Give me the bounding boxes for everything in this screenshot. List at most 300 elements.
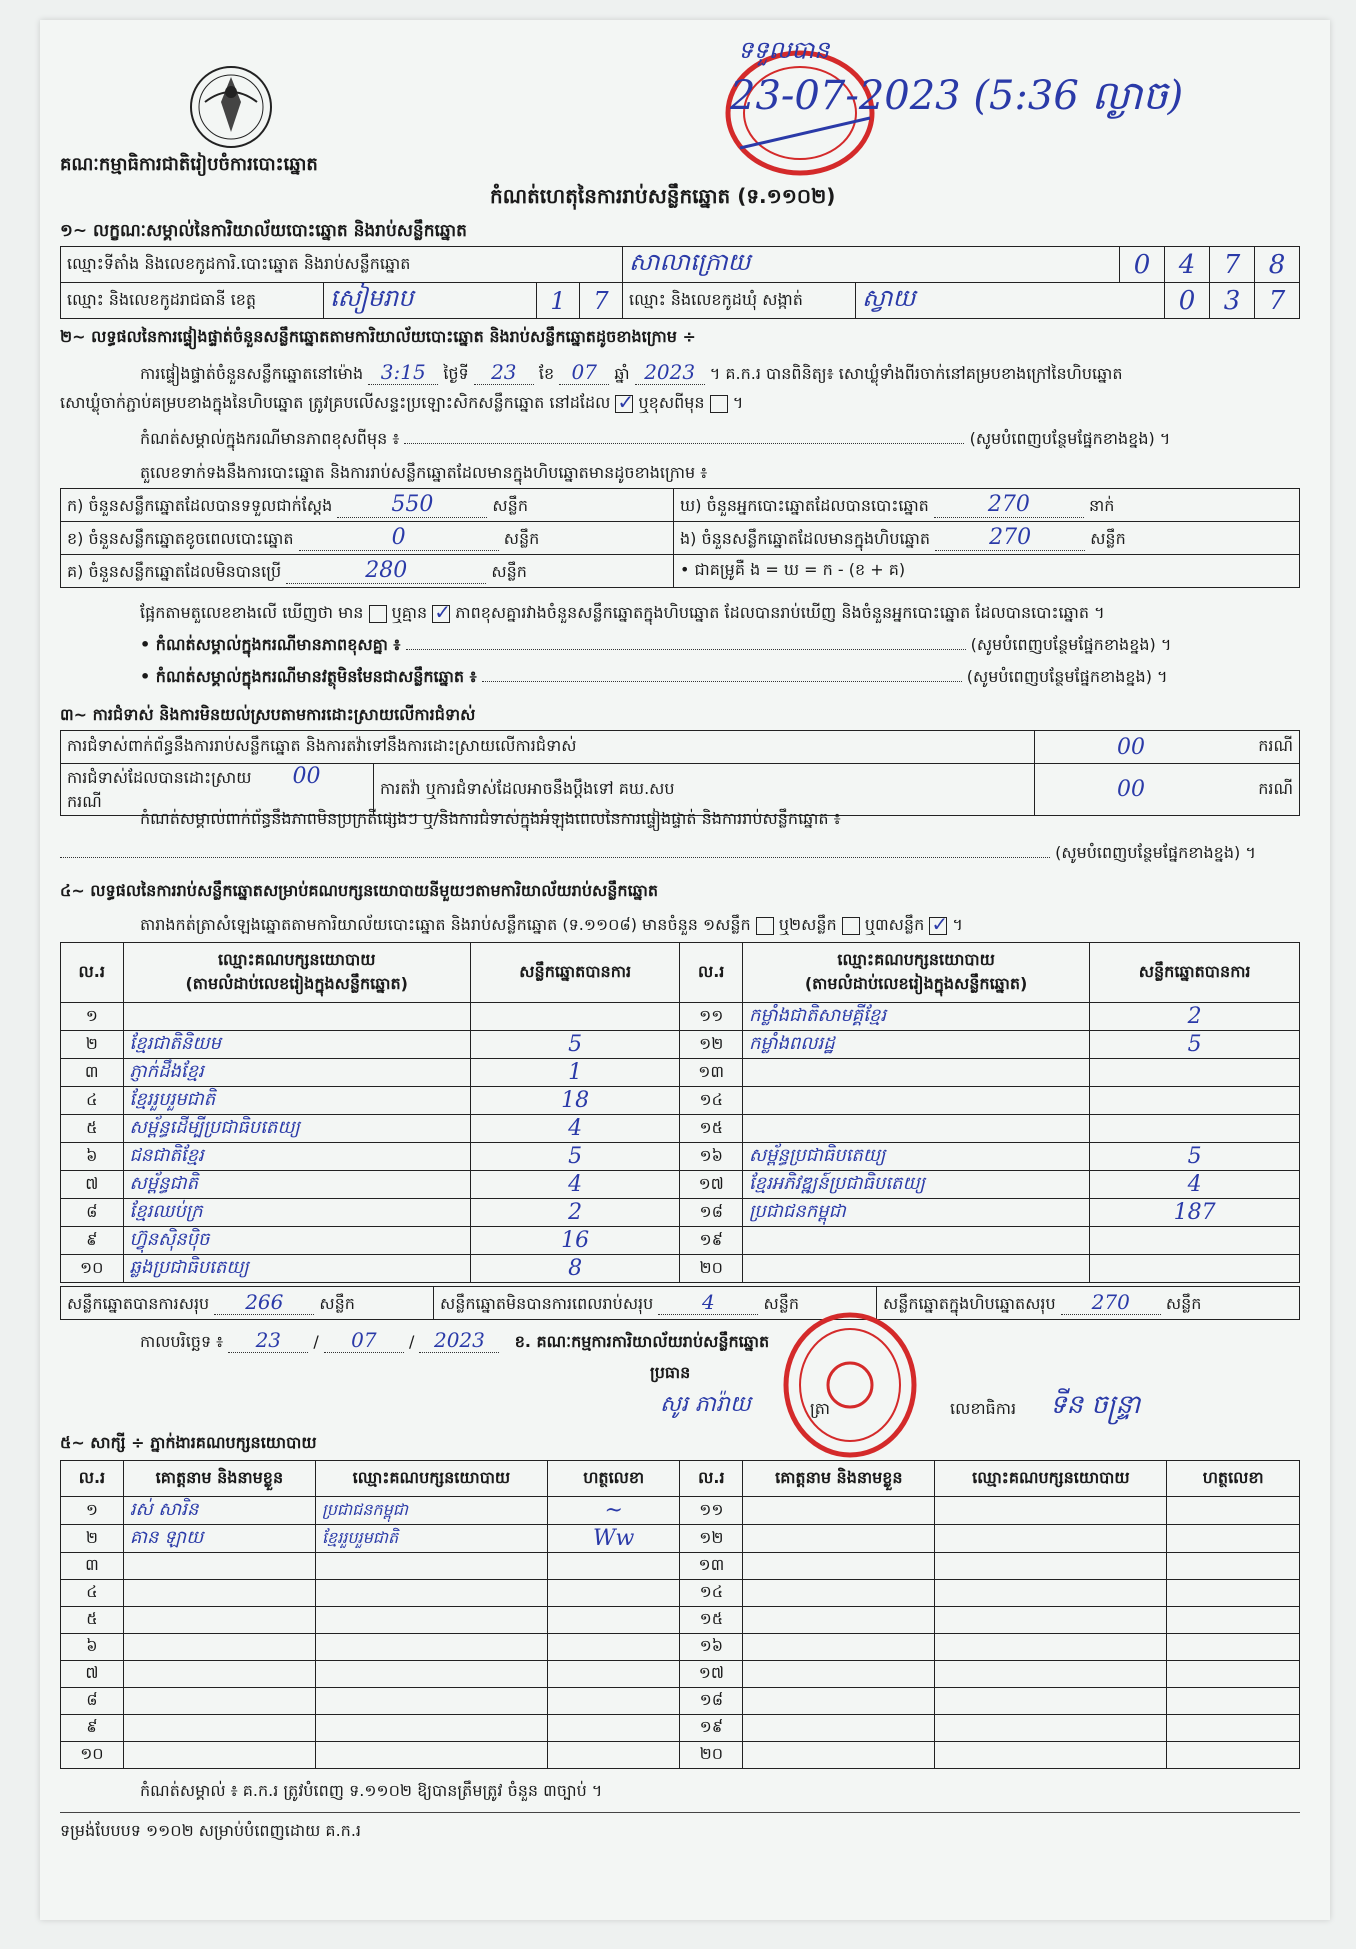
figure-label: ឃ) ចំនួនអ្នកបោះឆ្នោតដែលបានបោះឆ្នោត: [680, 495, 929, 515]
figure-label: គ) ចំនួនសន្លឹកឆ្នោតដែលមិនបានប្រើ: [67, 561, 282, 581]
fill-more-text: (សូមបំពេញបន្ថែមផ្នែកខាងខ្នង) ។: [970, 635, 1172, 654]
secretary-signature: ទីន ចន្ទ្រា: [1050, 1390, 1141, 1420]
seal-line: សោឃ្លុំចាក់ភ្ជាប់គម្របខាងក្នុងនៃហិបឆ្នោត ត្រូវគ្របលើសន្ទះប្រឡោះសិកសន្លឹកឆ្នោត នៅដដែល ✓ ឬខុសពីមុន ។: [60, 392, 743, 416]
complaint-label: ការជំទាស់ពាក់ព័ន្ធនឹងការរាប់សន្លឹកឆ្នោត និងការតវ៉ាទៅនឹងការដោះស្រាយលើការជំទាស់: [61, 731, 1035, 764]
received-datetime: 23-07-2023 (5:36 ល្ងាច): [730, 73, 1184, 119]
complaint-unit: ករណី: [1227, 731, 1300, 764]
witness-name: [743, 1607, 935, 1634]
witness-party: [315, 1742, 547, 1769]
commune-code-digit: 7: [1255, 283, 1300, 319]
different-checkbox[interactable]: [710, 395, 728, 413]
witness-signature: [547, 1607, 680, 1634]
witness-no-header: ល.រ: [61, 1461, 124, 1497]
witness-signature: [547, 1688, 680, 1715]
resolved-label: ការជំទាស់ដែលបានដោះស្រាយ: [67, 768, 252, 787]
date-year: 2023: [419, 1328, 499, 1353]
row-no: ១៩: [680, 1227, 743, 1255]
footer-text: ទម្រង់បែបបទ ១១០២ សម្រាប់បំពេញដោយ គ.ក.រ: [60, 1821, 361, 1840]
discrepancy-line: [140, 602, 1105, 626]
figure-unit: សន្លឹក: [503, 528, 540, 548]
verify-month: 07: [559, 360, 609, 385]
witness-name: [743, 1580, 935, 1607]
figure-value: 280: [286, 558, 486, 584]
party-name: ជនជាតិខ្មែរ: [123, 1143, 470, 1171]
station-code-digit: 8: [1255, 247, 1300, 283]
total-invalid-label: សន្លឹកឆ្នោតមិនបានការពេលរាប់សរុប: [440, 1293, 654, 1313]
witness-name: [743, 1553, 935, 1580]
change-note-line: [140, 428, 1170, 452]
vote-count: 4: [1090, 1171, 1300, 1199]
col-party-header: [123, 943, 470, 1003]
province-label: ឈ្មោះ និងលេខកូដរាជធានី ខេត្ត: [61, 283, 324, 319]
total-unit: សន្លឹក: [763, 1293, 800, 1313]
figure-label: ខ) ចំនួនសន្លឹកឆ្នោតខូចពេលបោះឆ្នោត: [67, 528, 294, 548]
row-no: ១: [61, 1003, 124, 1031]
witness-signature: [547, 1553, 680, 1580]
witness-signature: [547, 1742, 680, 1769]
date-month: 07: [324, 1328, 404, 1353]
results-row: [61, 1059, 1300, 1087]
vote-count: 2: [470, 1199, 680, 1227]
witness-party: [315, 1607, 547, 1634]
stamp-received-label: ទទួលបាន: [738, 36, 830, 64]
row-no: ១៥: [680, 1607, 743, 1634]
vote-count: 16: [470, 1227, 680, 1255]
footer-divider: [60, 1812, 1300, 1813]
station-value: សាលាក្រោយ: [623, 247, 1120, 283]
row-no: ១២: [680, 1525, 743, 1553]
row-no: ២: [61, 1031, 124, 1059]
witness-signature: [1167, 1715, 1300, 1742]
total-unit: សន្លឹក: [319, 1293, 355, 1313]
vote-count: 5: [470, 1143, 680, 1171]
party-name: កម្លាំងជាតិសាមគ្គីខ្មែរ: [742, 1003, 1089, 1031]
date-day: 23: [228, 1328, 308, 1353]
change-note-label: កំណត់សម្គាល់ក្នុងករណីមានភាពខុសពីមុន ៖: [140, 429, 400, 448]
station-code-digit: 0: [1120, 247, 1165, 283]
witness-sign-header: ហត្ថលេខា: [547, 1461, 680, 1497]
witness-party: [935, 1742, 1167, 1769]
row-no: ១០: [61, 1255, 124, 1283]
fill-more-text: (សូមបំពេញបន្ថែមផ្នែកខាងខ្នង) ។: [966, 667, 1168, 686]
party-name: [742, 1227, 1089, 1255]
suspect-note-line: [140, 666, 1168, 690]
witness-sign-header: ហត្ថលេខា: [1167, 1461, 1300, 1497]
total-valid-value: 266: [214, 1290, 314, 1315]
verify-text: ការផ្ទៀងផ្ទាត់ចំនួនសន្លឹកឆ្នោតនៅម៉ោង: [140, 364, 364, 383]
witness-name: [743, 1661, 935, 1688]
witness-signature: ~: [547, 1497, 680, 1525]
vote-count: 5: [1090, 1143, 1300, 1171]
row-no: ១៧: [680, 1661, 743, 1688]
witness-name: [743, 1688, 935, 1715]
row-no: ២០: [680, 1255, 743, 1283]
form-title: កំណត់ហេតុនៃការរាប់សន្លឹកឆ្នោត (ទ.១១០២): [490, 184, 836, 208]
total-valid-label: សន្លឹកឆ្នោតបានការសរុប: [67, 1293, 210, 1313]
appeal-label: ការតវ៉ា ឬការជំទាស់ដែលអាចនឹងប្តឹងទៅ គឃ.សប: [374, 764, 1035, 816]
witness-signature: [1167, 1742, 1300, 1769]
row-no: ៥: [61, 1115, 124, 1143]
commune-value: ស្វាយ: [856, 283, 1165, 319]
nec-emblem: [185, 62, 277, 152]
section2-heading: ២~ លទ្ធផលនៃការផ្ទៀងផ្ទាត់ចំនួនសន្លឹកឆ្នោតតាមការិយាល័យបោះឆ្នោត និងរាប់សន្លឹកឆ្នោតដូចខាងក្រោម ÷: [60, 327, 696, 346]
witness-row: [61, 1661, 1300, 1688]
figures-intro: តួលេខទាក់ទងនឹងការបោះឆ្នោត និងការរាប់សន្លឹកឆ្នោតដែលមានក្នុងហិបឆ្នោតមានដូចខាងក្រោម ៖: [140, 463, 708, 482]
vote-count: 5: [1090, 1031, 1300, 1059]
station-code-digit: 4: [1165, 247, 1210, 283]
witness-signature: [1167, 1580, 1300, 1607]
section5-heading: ៥~ សាក្សី ÷ ភ្នាក់ងារគណបក្សនយោបាយ: [60, 1433, 317, 1452]
witness-signature: [547, 1634, 680, 1661]
witness-signature: [1167, 1553, 1300, 1580]
resolved-value: 00: [292, 764, 321, 789]
change-note-field[interactable]: [404, 443, 964, 444]
row-no: ៨: [61, 1199, 124, 1227]
date-label: កាលបរិច្ឆេទ ៖: [140, 1332, 224, 1351]
official-seal: [780, 1310, 920, 1460]
col-party-header: [742, 943, 1089, 1003]
witness-name: [123, 1742, 315, 1769]
witness-name: [743, 1715, 935, 1742]
verify-time: 3:15: [368, 360, 438, 385]
total-box-value: 270: [1061, 1290, 1161, 1315]
party-name: ហ៊្វុនស៊ិនប៉ិច: [123, 1227, 470, 1255]
diff-note-field[interactable]: [406, 649, 966, 650]
witness-party: [935, 1688, 1167, 1715]
witness-party: [315, 1580, 547, 1607]
vote-count: [1090, 1227, 1300, 1255]
appeal-value: 00: [1035, 764, 1228, 816]
three-sheet-checkbox[interactable]: [929, 917, 947, 935]
row-no: ១២: [680, 1031, 743, 1059]
col-party-title: ឈ្មោះគណបក្សនយោបាយ: [217, 949, 376, 969]
row-no: ៩: [61, 1715, 124, 1742]
fill-more-text: (សូមបំពេញបន្ថែមផ្នែកខាងខ្នង) ។: [1055, 843, 1256, 862]
row-no: ២: [61, 1525, 124, 1553]
vote-count: 18: [470, 1087, 680, 1115]
row-no: ៩: [61, 1227, 124, 1255]
row-no: ១៤: [680, 1580, 743, 1607]
witness-party: ខ្មែររួបរួមជាតិ: [315, 1525, 547, 1553]
party-name: [742, 1087, 1089, 1115]
party-name: ភ្ញាក់ដឹងខ្មែរ: [123, 1059, 470, 1087]
row-no: ៤: [61, 1087, 124, 1115]
witness-no-header: ល.រ: [680, 1461, 743, 1497]
verify-text: ថ្ងៃទី: [443, 364, 469, 383]
row-no: ១០: [61, 1742, 124, 1769]
vote-count: 1: [470, 1059, 680, 1087]
results-row: [61, 1227, 1300, 1255]
formula-text: • ជាគម្រូគឺ ង = ឃ = ក - (ខ + គ): [674, 555, 1300, 588]
province-code-digit: 1: [537, 283, 580, 319]
date-line: កាលបរិច្ឆេទ ៖ 23 / 07 / 2023 ខ. គណៈកម្មការការិយាល័យរាប់សន្លឹកឆ្នោត: [140, 1328, 770, 1352]
row-no: ៤: [61, 1580, 124, 1607]
witness-signature: [1167, 1607, 1300, 1634]
party-name: សម្ព័ន្ធប្រជាធិបតេយ្យ: [742, 1143, 1089, 1171]
verify-day: 23: [474, 360, 534, 385]
discrepancy-text: ឬគ្មាន: [391, 603, 428, 622]
party-name: សម្ព័ន្ធជាតិ: [123, 1171, 470, 1199]
party-name: [742, 1255, 1089, 1283]
province-code-digit: 7: [580, 283, 623, 319]
witness-name: [123, 1553, 315, 1580]
has-discrepancy-checkbox[interactable]: [369, 605, 387, 623]
commune-code-digit: 3: [1210, 283, 1255, 319]
results-row: [61, 1199, 1300, 1227]
witness-row: [61, 1742, 1300, 1769]
witness-row: [61, 1525, 1300, 1553]
witness-name: [743, 1742, 935, 1769]
tally-text: តារាងកត់ត្រាសំឡេងឆ្នោតតាមការិយាល័យបោះឆ្នោត និងរាប់សន្លឹកឆ្នោត (ទ.១១០៨) មានចំនួន ១សន្លឹក: [140, 915, 751, 934]
figure-value: 550: [337, 492, 487, 518]
witness-name: [123, 1607, 315, 1634]
figure-unit: សន្លឹក: [492, 495, 528, 515]
verify-text: ឆ្នាំ: [614, 364, 630, 383]
station-code-digit: 7: [1210, 247, 1255, 283]
results-row: [61, 1115, 1300, 1143]
figures-table: [60, 488, 1300, 588]
total-box-label: សន្លឹកឆ្នោតក្នុងហិបឆ្នោតសរុប: [883, 1293, 1056, 1313]
results-totals: [60, 1286, 1300, 1320]
witness-party: [935, 1580, 1167, 1607]
form-page: [40, 20, 1330, 1920]
witness-name: [123, 1688, 315, 1715]
party-name: សម្ព័ន្ធដើម្បីប្រជាធិបតេយ្យ: [123, 1115, 470, 1143]
witness-party: [935, 1525, 1167, 1553]
witness-row: [61, 1715, 1300, 1742]
witness-signature: Ww: [547, 1525, 680, 1553]
witness-row: [61, 1607, 1300, 1634]
witness-party: [315, 1634, 547, 1661]
section4-heading: ៤~ លទ្ធផលនៃការរាប់សន្លឹកឆ្នោតសម្រាប់គណបក្សនយោបាយនីមួយៗតាមការិយាល័យរាប់សន្លឹកឆ្នោត: [60, 881, 659, 900]
witness-party: [935, 1661, 1167, 1688]
witness-party-header: ឈ្មោះគណបក្សនយោបាយ: [315, 1461, 547, 1497]
witness-signature: [1167, 1688, 1300, 1715]
verification-line: [140, 360, 1123, 387]
tally-sheet-line: តារាងកត់ត្រាសំឡេងឆ្នោតតាមការិយាល័យបោះឆ្នោត និងរាប់សន្លឹកឆ្នោត (ទ.១១០៨) មានចំនួន ១សន្លឹក ឬ២សន្លឹក ឬ៣សន្លឹក ✓ ។: [140, 914, 963, 938]
row-no: ១៧: [680, 1171, 743, 1199]
row-no: ២០: [680, 1742, 743, 1769]
row-no: ៦: [61, 1634, 124, 1661]
witness-name-header: គោត្តនាម និងនាមខ្លួន: [123, 1461, 315, 1497]
results-row: [61, 1003, 1300, 1031]
row-no: ១: [61, 1497, 124, 1525]
col-no-header: ល.រ: [61, 943, 124, 1003]
party-name: កម្លាំងពលរដ្ឋ: [742, 1031, 1089, 1059]
diff-note-label: • កំណត់សម្គាល់ក្នុងករណីមានភាពខុសគ្នា ៖: [140, 635, 401, 654]
vote-count: [1090, 1087, 1300, 1115]
resolved-unit: ករណី: [67, 792, 102, 811]
row-no: ១៦: [680, 1143, 743, 1171]
row-no: ១៣: [680, 1059, 743, 1087]
row-no: ១៦: [680, 1634, 743, 1661]
col-party-sub: (តាមលំដាប់លេខរៀងក្នុងសន្លឹកឆ្នោត): [804, 973, 1028, 993]
witness-row: [61, 1580, 1300, 1607]
witness-name: [123, 1715, 315, 1742]
row-no: ៣: [61, 1553, 124, 1580]
row-no: ៨: [61, 1688, 124, 1715]
figure-label: ង) ចំនួនសន្លឹកឆ្នោតដែលមានក្នុងហិបឆ្នោត: [680, 528, 930, 548]
witness-party: [935, 1607, 1167, 1634]
col-party-sub: (តាមលំដាប់លេខរៀងក្នុងសន្លឹកឆ្នោត): [185, 973, 408, 993]
witness-row: [61, 1634, 1300, 1661]
two-sheet-checkbox[interactable]: [842, 917, 860, 935]
vote-count: [470, 1003, 680, 1031]
witness-party: [315, 1553, 547, 1580]
witness-row: [61, 1553, 1300, 1580]
figure-unit: សន្លឹក: [491, 561, 527, 581]
witness-signature: [547, 1580, 680, 1607]
commune-code-digit: 0: [1165, 283, 1210, 319]
results-row: [61, 1255, 1300, 1283]
province-value: សៀមរាប: [324, 283, 537, 319]
section3-heading: ៣~ ការជំទាស់ និងការមិនយល់ស្របតាមការដោះស្រាយលើការជំទាស់: [60, 705, 476, 724]
party-name: [742, 1059, 1089, 1087]
witness-party: [935, 1634, 1167, 1661]
witness-name: គាន ឡាយ: [123, 1525, 315, 1553]
complaint-value: 00: [1035, 731, 1228, 764]
one-sheet-checkbox[interactable]: [756, 917, 774, 935]
figure-value: 270: [935, 525, 1085, 551]
witness-name-header: គោត្តនាម និងនាមខ្លួន: [743, 1461, 935, 1497]
president-label: ប្រធាន: [650, 1363, 691, 1382]
witness-party: [315, 1661, 547, 1688]
row-no: ៧: [61, 1171, 124, 1199]
total-invalid-value: 4: [658, 1290, 758, 1315]
irregularity-note: កំណត់សម្គាល់ពាក់ព័ន្ធនឹងភាពមិនប្រក្រតីផ្សេងៗ ឬ/និងការជំទាស់ក្នុងអំឡុងពេលនៃការផ្ទៀងផ្ទាត់ និងការរាប់សន្លឹកឆ្នោត ៖: [140, 809, 841, 828]
row-no: ៣: [61, 1059, 124, 1087]
party-name: ខ្មែររួបរួមជាតិ: [123, 1087, 470, 1115]
row-no: ៥: [61, 1607, 124, 1634]
row-no: ១១: [680, 1003, 743, 1031]
appeal-unit: ករណី: [1227, 764, 1300, 816]
party-name: ខ្មែរអភិវឌ្ឍន៍ប្រជាធិបតេយ្យ: [742, 1171, 1089, 1199]
col-no-header: ល.រ: [680, 943, 743, 1003]
irregularity-line: [60, 842, 1256, 866]
committee-name: គណៈកម្មាធិការជាតិរៀបចំការបោះឆ្នោត: [60, 154, 318, 175]
seal-text: សោឃ្លុំចាក់ភ្ជាប់គម្របខាងក្នុងនៃហិបឆ្នោត ត្រូវគ្របលើសន្ទះប្រឡោះសិកសន្លឹកឆ្នោត នៅដដែល: [60, 393, 611, 412]
party-name: ខ្មែរឈប់ក្រ: [123, 1199, 470, 1227]
vote-count: 187: [1090, 1199, 1300, 1227]
vote-count: 2: [1090, 1003, 1300, 1031]
results-row: [61, 1171, 1300, 1199]
figure-unit: នាក់: [1089, 495, 1115, 515]
seal-text: ឬខុសពីមុន: [638, 393, 705, 412]
section1-heading: ១~ លក្ខណៈសម្គាល់នៃការិយាល័យបោះឆ្នោត និងរាប់សន្លឹកឆ្នោត: [60, 221, 467, 241]
president-signature: សូរ ភារ៉ាយ: [660, 1392, 751, 1417]
results-row: [61, 1031, 1300, 1059]
discrepancy-text: ផ្អែកតាមតួលេខខាងលើ ឃើញថា មាន: [140, 603, 364, 622]
row-no: ១៨: [680, 1688, 743, 1715]
witness-row: [61, 1688, 1300, 1715]
discrepancy-text: ភាពខុសគ្នារវាងចំនួនសន្លឹកឆ្នោតក្នុងហិបឆ្នោត ដែលបានរាប់ឃើញ និងចំនួនអ្នកបោះឆ្នោត ដែលបានបោះឆ្នោត ។: [455, 603, 1105, 622]
col-party-title: ឈ្មោះគណបក្សនយោបាយ: [837, 949, 995, 969]
row-no: ១១: [680, 1497, 743, 1525]
witness-row: [61, 1497, 1300, 1525]
station-info-table: [60, 246, 1300, 319]
fill-more-text: (សូមបំពេញបន្ថែមផ្នែកខាងខ្នង) ។: [969, 429, 1171, 448]
witness-party: [935, 1497, 1167, 1525]
witness-signature: [1167, 1634, 1300, 1661]
tally-text: ឬ២សន្លឹក: [778, 915, 837, 934]
tally-text: ឬ៣សន្លឹក: [864, 915, 925, 934]
suspect-note-field[interactable]: [482, 681, 962, 682]
row-no: ១៤: [680, 1087, 743, 1115]
witness-name: [123, 1580, 315, 1607]
party-name: [742, 1115, 1089, 1143]
witness-signature: [547, 1715, 680, 1742]
witness-signature: [1167, 1525, 1300, 1553]
vote-count: 5: [470, 1031, 680, 1059]
vote-count: [1090, 1255, 1300, 1283]
seal-label: ត្រា: [810, 1399, 830, 1418]
party-name: ឆ្លងប្រជាធិបតេយ្យ: [123, 1255, 470, 1283]
row-no: ១៣: [680, 1553, 743, 1580]
witness-party: [935, 1553, 1167, 1580]
col-votes-header: សន្លឹកឆ្នោតបានការ: [470, 943, 680, 1003]
witness-party: [315, 1688, 547, 1715]
results-row: [61, 1143, 1300, 1171]
figure-unit: សន្លឹក: [1090, 528, 1126, 548]
witness-name: [123, 1661, 315, 1688]
vote-count: 4: [470, 1115, 680, 1143]
witness-party: ប្រជាជនកម្ពុជា: [315, 1497, 547, 1525]
col-votes-header: សន្លឹកឆ្នោតបានការ: [1090, 943, 1300, 1003]
witness-signature: [547, 1661, 680, 1688]
secretary-label: លេខាធិការ: [950, 1399, 1017, 1418]
party-name: ខ្មែរជាតិនិយម: [123, 1031, 470, 1059]
total-unit: សន្លឹក: [1165, 1293, 1202, 1313]
committee-label: ខ. គណៈកម្មការការិយាល័យរាប់សន្លឹកឆ្នោត: [514, 1332, 770, 1351]
verify-year: 2023: [635, 360, 705, 385]
figure-label: ក) ចំនួនសន្លឹកឆ្នោតដែលបានទទួលជាក់ស្តែង: [67, 495, 333, 515]
results-row: [61, 1087, 1300, 1115]
witness-signature: [1167, 1497, 1300, 1525]
witness-signature: [1167, 1661, 1300, 1688]
party-name: ប្រជាជនកម្ពុជា: [742, 1199, 1089, 1227]
no-discrepancy-checkbox[interactable]: [432, 605, 450, 623]
irregularity-field[interactable]: [60, 857, 1050, 858]
row-no: ១៩: [680, 1715, 743, 1742]
witness-name: [123, 1634, 315, 1661]
witness-name: [743, 1634, 935, 1661]
footnote: កំណត់សម្គាល់ ៖ គ.ក.រ ត្រូវបំពេញ ទ.១១០២ ឱ្យបានត្រឹមត្រូវ ចំនួន ៣ច្បាប់ ។: [140, 1781, 603, 1800]
vote-count: [1090, 1059, 1300, 1087]
witness-name: [743, 1497, 935, 1525]
witness-name: [743, 1525, 935, 1553]
party-name: [123, 1003, 470, 1031]
vote-count: 8: [470, 1255, 680, 1283]
figure-value: 270: [934, 492, 1084, 518]
row-no: ១៨: [680, 1199, 743, 1227]
suspect-note-label: • កំណត់សម្គាល់ក្នុងករណីមានវត្ថុមិនមែនជាសន្លឹកឆ្នោត ៖: [140, 667, 477, 686]
vote-count: [1090, 1115, 1300, 1143]
station-label: ឈ្មោះទីតាំង និងលេខកូដការិ.បោះឆ្នោត និងរាប់សន្លឹកឆ្នោត: [61, 247, 623, 283]
diff-note-line: [140, 634, 1171, 658]
verify-text: ខែ: [538, 364, 555, 383]
witness-name: រស់ សារិន: [123, 1497, 315, 1525]
witness-table: [60, 1460, 1300, 1769]
verify-text: ។ គ.ក.រ បានពិនិត្យ៖ សោឃ្លុំទាំងពីរចាក់នៅគម្របខាងក្រៅនៃហិបឆ្នោត: [709, 364, 1123, 383]
vote-count: 4: [470, 1171, 680, 1199]
same-checkbox[interactable]: [615, 395, 633, 413]
row-no: ៦: [61, 1143, 124, 1171]
witness-party-header: ឈ្មោះគណបក្សនយោបាយ: [935, 1461, 1167, 1497]
row-no: ៧: [61, 1661, 124, 1688]
figure-value: 0: [299, 525, 499, 551]
witness-party: [935, 1715, 1167, 1742]
witness-party: [315, 1715, 547, 1742]
